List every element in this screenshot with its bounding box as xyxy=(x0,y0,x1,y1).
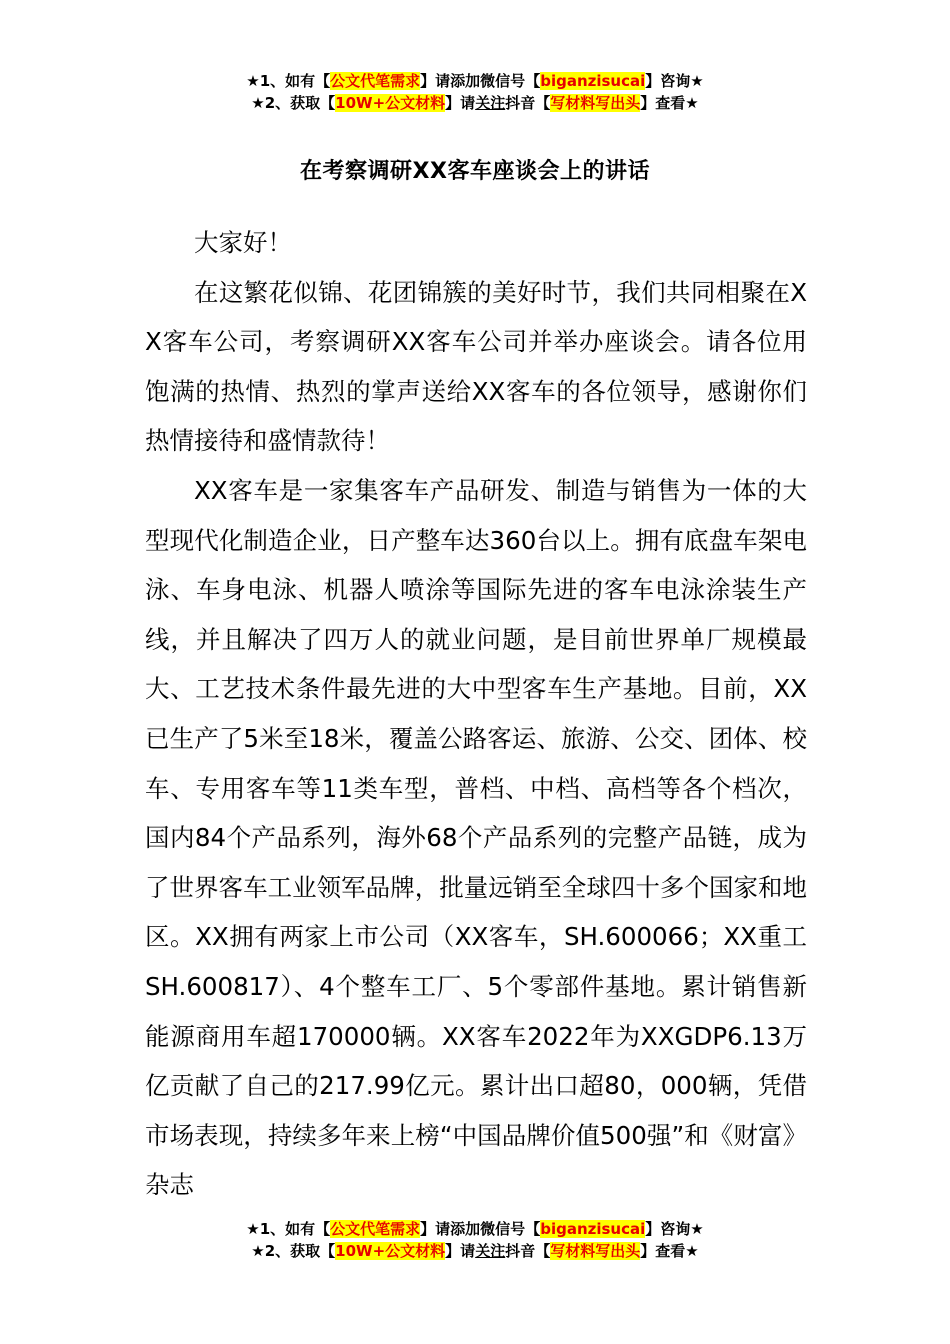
promo-text-underlined: 关注 xyxy=(475,94,506,112)
star-icon: ★ xyxy=(251,94,265,112)
promo-text: 请 xyxy=(460,94,476,112)
promo-text-underlined: 关注 xyxy=(475,1242,506,1260)
bracket: 【 xyxy=(535,94,551,112)
bracket: 】 xyxy=(445,94,461,112)
bracket: 【 xyxy=(315,1220,331,1238)
promo-text: 抖音 xyxy=(505,1242,536,1260)
star-icon: ★ xyxy=(251,1242,265,1260)
bracket: 】 xyxy=(645,1220,661,1238)
footer-promo-banner xyxy=(0,1218,950,1262)
promo-text: 2、获取 xyxy=(264,94,321,112)
promo-text: 查看 xyxy=(655,94,686,112)
paragraph-greeting: 大家好！ xyxy=(194,228,292,257)
header-promo-banner xyxy=(0,70,950,114)
wechat-id-highlight: biganzisucai xyxy=(540,72,646,90)
bracket: 】 xyxy=(640,1242,656,1260)
promo-highlight: 10W+公文材料 xyxy=(335,1242,446,1260)
star-icon: ★ xyxy=(246,1220,260,1238)
promo-text: 1、如有 xyxy=(259,72,316,90)
star-icon: ★ xyxy=(690,1220,704,1238)
promo-line-2 xyxy=(0,92,950,114)
document-body xyxy=(145,218,807,1210)
promo-line-2 xyxy=(0,1240,950,1262)
promo-line-1 xyxy=(0,1218,950,1240)
promo-text: 咨询 xyxy=(660,72,691,90)
bracket: 【 xyxy=(320,1242,336,1260)
star-icon: ★ xyxy=(685,94,699,112)
promo-highlight: 写材料写出头 xyxy=(550,1242,641,1260)
document-title: 在考察调研XX客车座谈会上的讲话 xyxy=(300,159,650,184)
paragraph-intro: 在这繁花似锦、花团锦簇的美好时节，我们共同相聚在XX客车公司，考察调研XX客车公司并举办座谈会。请各位用饱满的热情、热烈的掌声送给XX客车的各位领导，感谢你们热情接待和盛情款待！ xyxy=(145,277,807,456)
paragraph-company-overview: XX客车是一家集客车产品研发、制造与销售为一体的大型现代化制造企业，日产整车达360台以上。拥有底盘车架电泳、车身电泳、机器人喷涂等国际先进的客车电泳涂装生产线，并且解决了四万人的就业问题，是目前世界单厂规模最大、工艺技术条件最先进的大中型客车生产基地。目前，XX已生产了5米至18米，覆盖公路客运、旅游、公交、团体、校车、专用客车等11类车型，普档、中档、高档等各个档次，国内84个产品系列，海外68个产品系列的完整产品链，成为了世界客车工业领军品牌，批量远销至全球四十多个国家和地区。XX拥有两家上市公司（XX客车，SH.600066；XX重工SH.600817）、4个整车工厂、5个零部件基地。累计销售新能源商用车超170000辆。XX客车2022年为XXGDP6.13万亿贡献了自己的217.99亿元。累计出口超80，000辆，凭借市场表现，持续多年来上榜“中国品牌价值500强”和《财富》杂志 xyxy=(145,475,807,1200)
promo-text: 抖音 xyxy=(505,94,536,112)
star-icon: ★ xyxy=(685,1242,699,1260)
wechat-id-highlight: biganzisucai xyxy=(540,1220,646,1238)
bracket: 】 xyxy=(645,72,661,90)
promo-text: 请添加微信号 xyxy=(435,1220,526,1238)
star-icon: ★ xyxy=(690,72,704,90)
promo-line-1 xyxy=(0,70,950,92)
promo-text: 2、获取 xyxy=(264,1242,321,1260)
promo-highlight: 写材料写出头 xyxy=(550,94,641,112)
bracket: 】 xyxy=(445,1242,461,1260)
bracket: 【 xyxy=(320,94,336,112)
promo-highlight: 10W+公文材料 xyxy=(335,94,446,112)
promo-text: 请添加微信号 xyxy=(435,72,526,90)
promo-text: 请 xyxy=(460,1242,476,1260)
bracket: 【 xyxy=(535,1242,551,1260)
promo-text: 查看 xyxy=(655,1242,686,1260)
promo-text: 咨询 xyxy=(660,1220,691,1238)
promo-highlight: 公文代笔需求 xyxy=(330,72,421,90)
star-icon: ★ xyxy=(246,72,260,90)
promo-highlight: 公文代笔需求 xyxy=(330,1220,421,1238)
bracket: 】 xyxy=(640,94,656,112)
bracket: 【 xyxy=(315,72,331,90)
promo-text: 1、如有 xyxy=(259,1220,316,1238)
bracket: 【 xyxy=(525,72,541,90)
bracket: 【 xyxy=(525,1220,541,1238)
bracket: 】 xyxy=(420,1220,436,1238)
bracket: 】 xyxy=(420,72,436,90)
